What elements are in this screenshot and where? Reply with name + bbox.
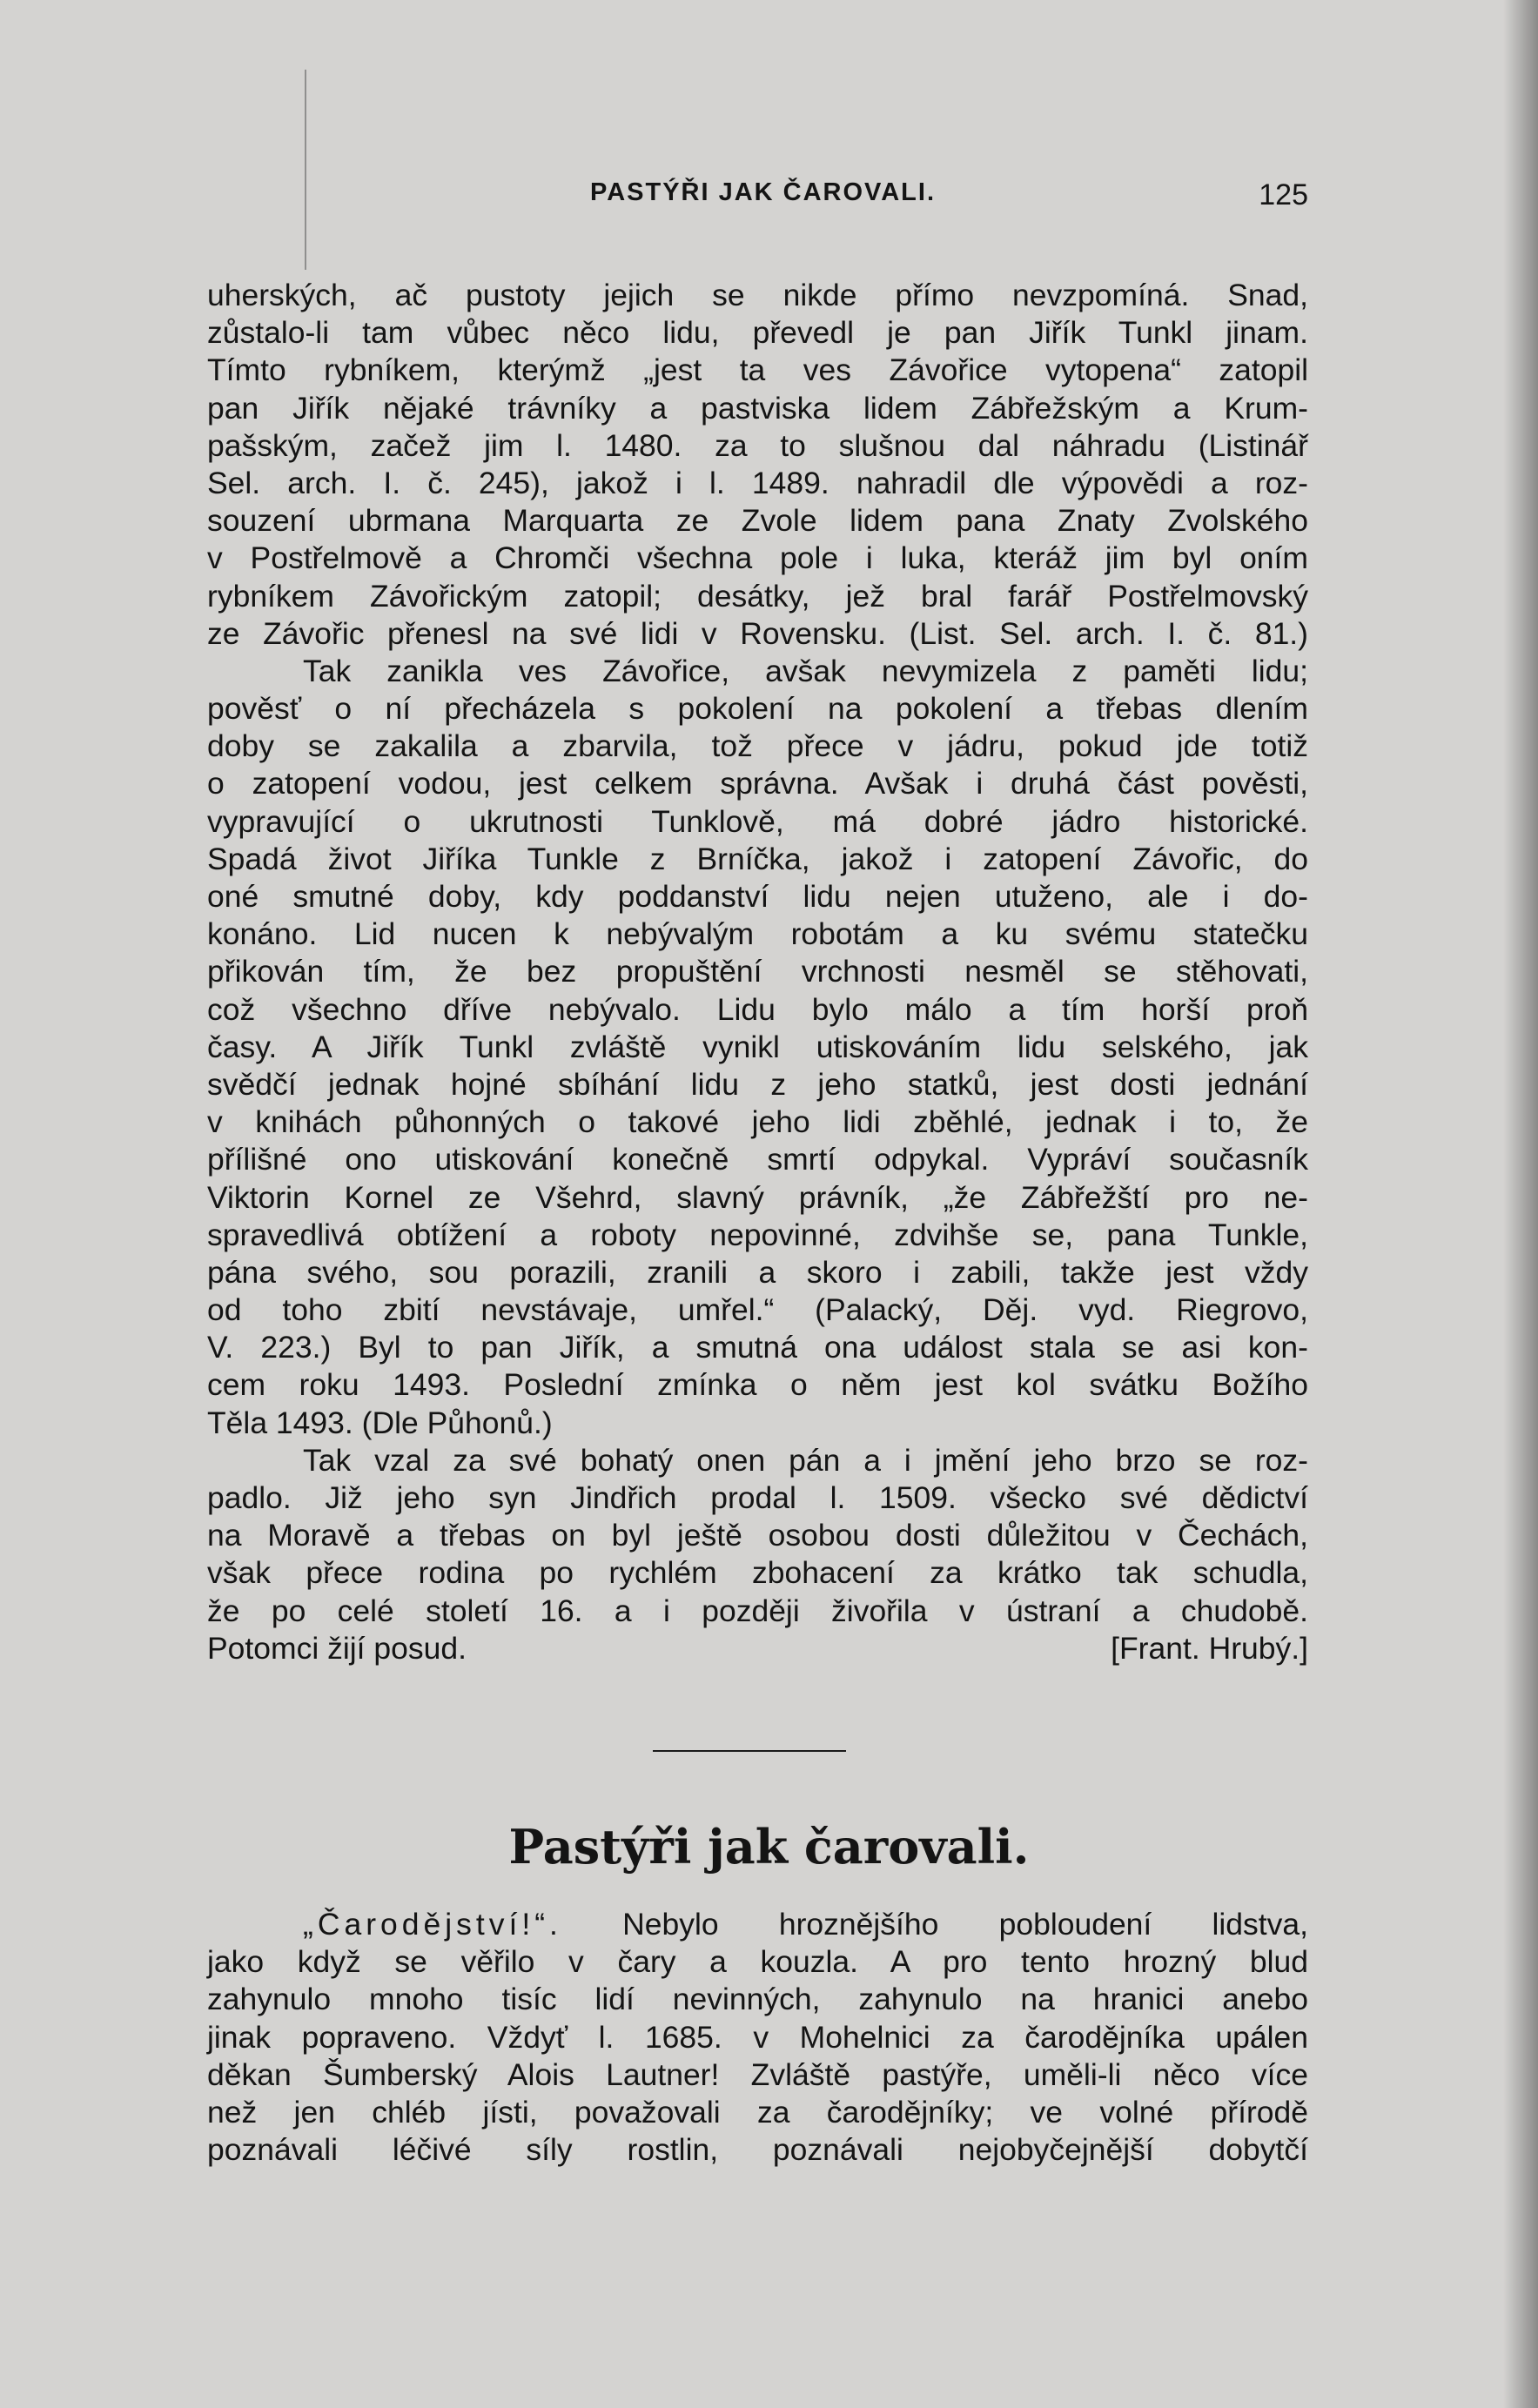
main-text [207, 277, 1308, 1667]
text-line: svědčí jednak hojné sbíhání lidu z jeho statků, jest dosti jednání [207, 1066, 1308, 1102]
text-line: přílišné ono utiskování konečně smrtí odpykal. Vypráví současník [207, 1142, 1308, 1177]
text-line: pašským, začež jim l. 1480. za to slušnou dal náhradu (Listinář [207, 427, 1308, 463]
text-line: pána svého, sou porazili, zranili a skoro i zabili, takže jest vždy [207, 1254, 1308, 1290]
text-line: doby se zakalila a zbarvila, tož přece v jádru, pokud jde totiž [207, 728, 1308, 764]
text-line: Tak zanikla ves Závořice, avšak nevymizela z paměti lidu; [303, 653, 1308, 688]
text-line: což všechno dříve nebývalo. Lidu bylo málo a tím horší proň [207, 991, 1308, 1027]
text-line: však přece rodina po rychlém zbohacení za krátko tak schudla, [207, 1555, 1308, 1591]
text-line: Tímto rybníkem, kterýmž „jest ta ves Závořice vytopena“ zatopil [207, 352, 1308, 388]
scan-margin-mark [305, 70, 306, 270]
section-divider [653, 1750, 846, 1752]
text-line: děkan Šumberský Alois Lautner! Zvláště pastýře, uměli-li něco více [207, 2056, 1308, 2092]
text-line: oné smutné doby, kdy poddanství lidu nejen utuženo, ale i do- [207, 879, 1308, 914]
page-header [207, 178, 1308, 222]
text-line: padlo. Již jeho syn Jindřich prodal l. 1509. všecko své dědictví [207, 1480, 1308, 1515]
section-text [207, 1906, 1308, 2169]
page-number: 125 [1259, 178, 1308, 211]
text-line [207, 1906, 1308, 1943]
text-line: zahynulo mnoho tisíc lidí nevinných, zahynulo na hranici anebo [207, 1982, 1308, 2017]
text-line: Tak vzal za své bohatý onen pán a i jmění jeho brzo se roz- [303, 1442, 1308, 1478]
text-line: Sel. arch. I. č. 245), jakož i l. 1489. nahradil dle výpovědi a roz- [207, 465, 1308, 500]
text-line: o zatopení vodou, jest celkem správna. Avšak i druhá část pověsti, [207, 766, 1308, 802]
text-line: V. 223.) Byl to pan Jiřík, a smutná ona událost stala se asi kon- [207, 1330, 1308, 1365]
text-line: Potomci žijí posud. [207, 1630, 467, 1666]
text-line: od toho zbití nevstávaje, umřel.“ (Palacký, Děj. vyd. Riegrovo, [207, 1292, 1308, 1328]
text-line: souzení ubrmana Marquarta ze Zvole lidem pana Znaty Zvolského [207, 503, 1308, 539]
text-line: poznávali léčivé síly rostlin, poznávali nejobyčejnější dobytčí [207, 2132, 1308, 2168]
closing-line [207, 1630, 1308, 1667]
author-signature: [Frant. Hrubý.] [1111, 1630, 1308, 1666]
text-line: ze Závořic přenesl na své lidi v Rovensku. (List. Sel. arch. I. č. 81.) [207, 615, 1308, 651]
text-line: v knihách půhonných o takové jeho lidi zběhlé, jednak i to, že [207, 1104, 1308, 1140]
text-line: konáno. Lid nucen k nebývalým robotám a ku svému statečku [207, 916, 1308, 952]
emphasized-word: „Čarodějství!“. [303, 1907, 562, 1942]
running-title: PASTÝŘI JAK ČAROVALI. [590, 178, 937, 206]
text-line: Viktorin Kornel ze Všehrd, slavný právník, „že Zábřežští pro ne- [207, 1179, 1308, 1215]
text-line: uherských, ač pustoty jejich se nikde přímo nevzpomíná. Snad, [207, 278, 1308, 312]
text-line: jako když se věřilo v čary a kouzla. A pro tento hrozný blud [207, 1944, 1308, 1980]
text-line: pověsť o ní přecházela s pokolení na pokolení a třebas dlením [207, 691, 1308, 727]
text-line: zůstalo-li tam vůbec něco lidu, převedl je pan Jiřík Tunkl jinam. [207, 315, 1308, 351]
text-line: přikován tím, že bez propuštění vrchnosti nesměl se stěhovati, [207, 954, 1308, 989]
text-line: spravedlivá obtížení a roboty nepovinné, zdvihše se, pana Tunkle, [207, 1217, 1308, 1252]
text-line: jinak popraveno. Vždyť l. 1685. v Mohelnici za čarodějníka upálen [207, 2019, 1308, 2055]
text-line: pan Jiřík nějaké trávníky a pastviska lidem Zábřežským a Krum- [207, 390, 1308, 426]
text-line: Spadá život Jiříka Tunkle z Brníčka, jakož i zatopení Závořic, do [207, 841, 1308, 876]
text-line: rybníkem Závořickým zatopil; desátky, jež bral farář Postřelmovský [207, 578, 1308, 614]
text-line: na Moravě a třebas on byl ještě osobou dosti důležitou v Čechách, [207, 1518, 1308, 1553]
text-line: časy. A Jiřík Tunkl zvláště vynikl utiskováním lidu selského, jak [207, 1029, 1308, 1064]
section-title: Pastýři jak čarovali. [508, 1819, 1030, 1875]
text-line: že po celé století 16. a i později živořila v ústraní a chudobě. [207, 1593, 1308, 1628]
text-line: než jen chléb jísti, považovali za čarodějníky; ve volné přírodě [207, 2094, 1308, 2130]
text-line: vypravující o ukrutnosti Tunklově, má dobré jádro historické. [207, 803, 1308, 839]
text-line: cem roku 1493. Poslední zmínka o něm jest kol svátku Božího [207, 1367, 1308, 1403]
text-line: Těla 1493. (Dle Půhonů.) [207, 1405, 553, 1440]
text-fragment: Nebylo hroznějšího pobloudení lidstva, [561, 1907, 1308, 1942]
text-line: v Postřelmově a Chromči všechna pole i luka, kteráž jim byl oním [207, 540, 1308, 576]
